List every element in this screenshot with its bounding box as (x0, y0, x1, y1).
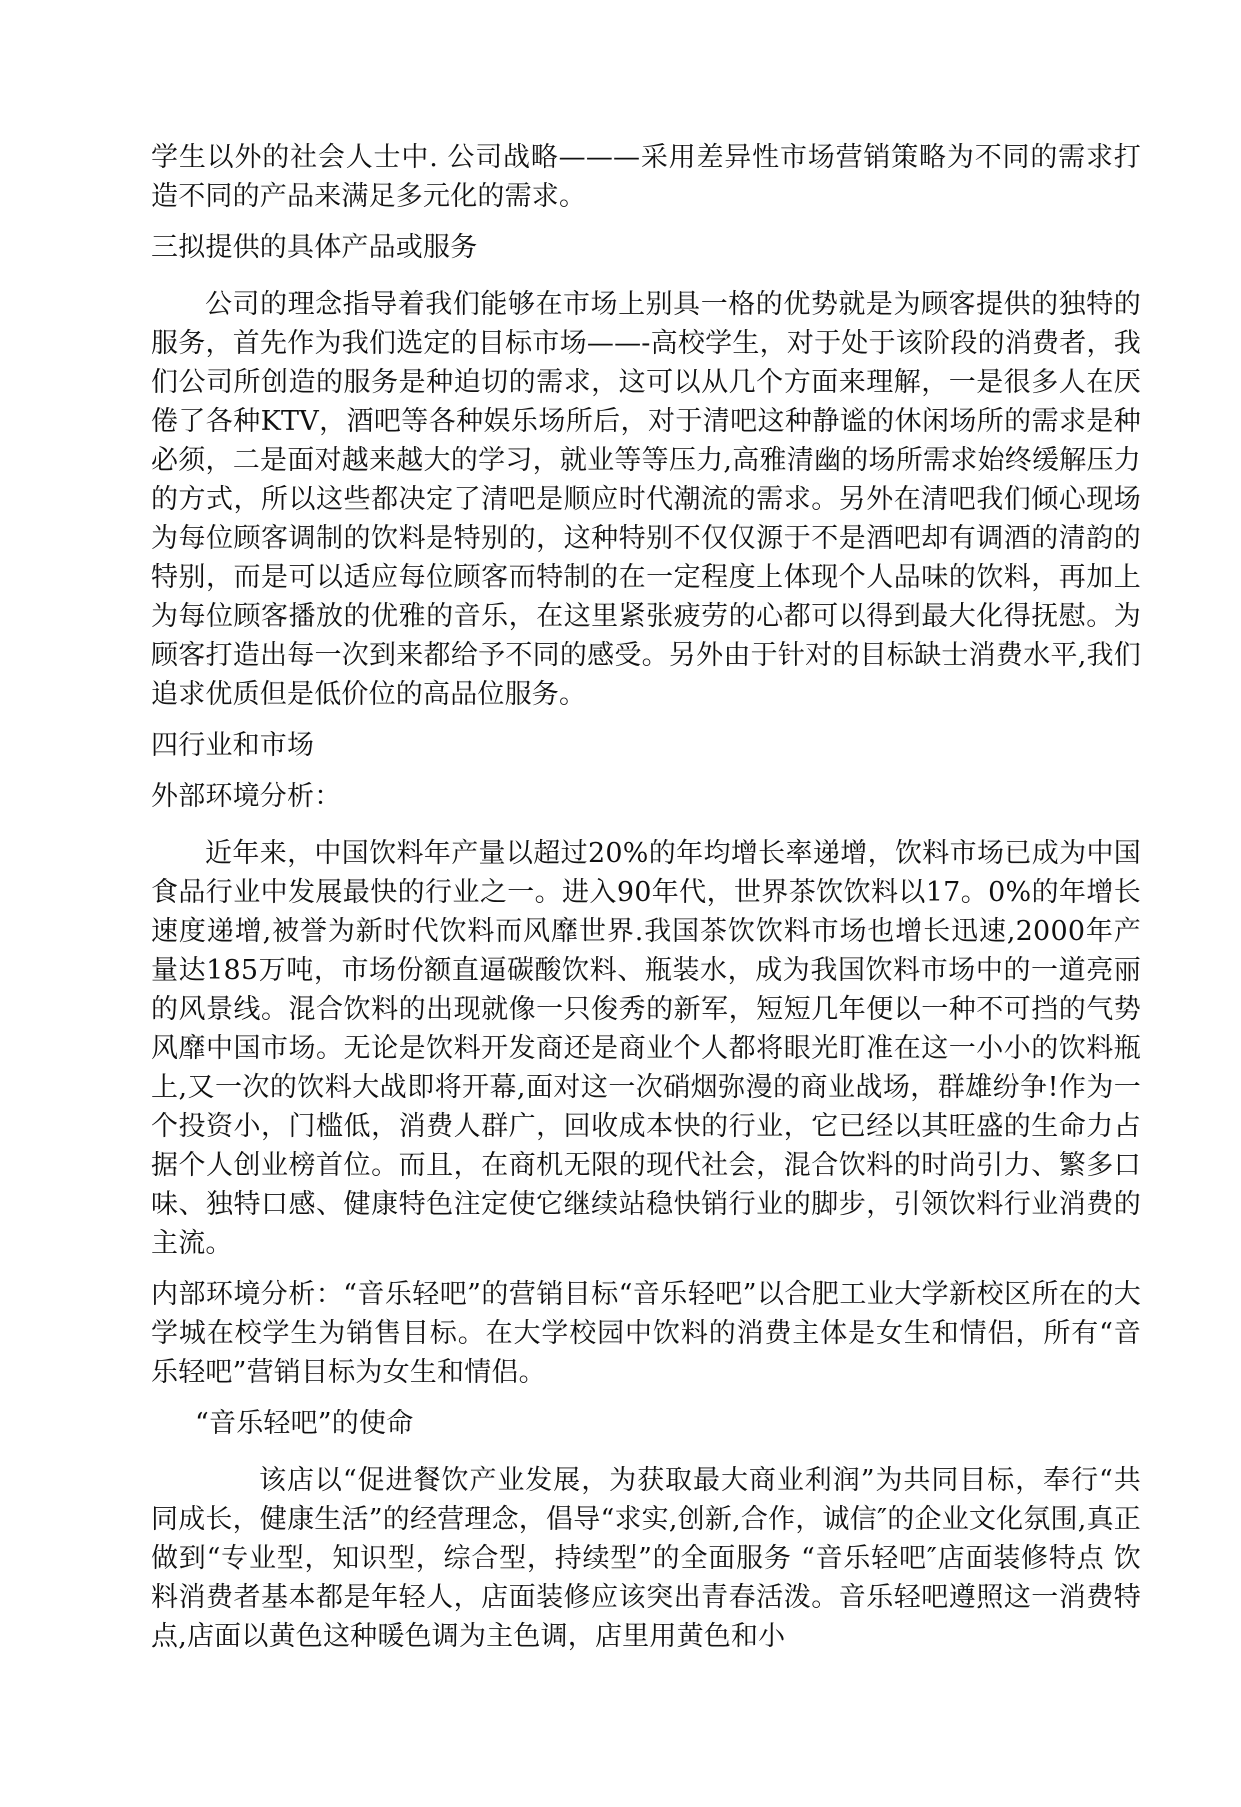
heading-products-services: 三拟提供的具体产品或服务 (151, 232, 478, 263)
document-page (151, 138, 1141, 1656)
paragraph-mission: 该店以“促进餐饮产业发展，为获取最大商业利润”为共同目标，奉行“共同成长，健康生活”的经营理念，倡导“求实,创新,合作，诚信″的企业文化氛围,真正做到“专业型，知识型，综合型，持续型”的全面服务 “音乐轻吧″店面装修特点 饮料消费者基本都是年轻人，店面装修应该突出青春活泼。音乐轻吧遵照这一消费特点,店面以黄色这种暖色调为主色调，店里用黄色和小 (151, 1465, 1141, 1652)
heading-mission: “音乐轻吧”的使命 (195, 1408, 414, 1439)
paragraph-external-analysis: 近年来，中国饮料年产量以超过20%的年均增长率递增，饮料市场已成为中国食品行业中发展最快的行业之一。进入90年代，世界茶饮饮料以17。0%的年增长速度递增,被誉为新时代饮料而风靡世界.我国茶饮饮料市场也增长迅速,2000年产量达185万吨，市场份额直逼碳酸饮料、瓶装水，成为我国饮料市场中的一道亮丽的风景线。混合饮料的出现就像一只俊秀的新军，短短几年便以一种不可挡的气势风靡中国市场。无论是饮料开发商还是商业个人都将眼光盯准在这一小小的饮料瓶上,又一次的饮料大战即将开幕,面对这一次硝烟弥漫的商业战场，群雄纷争!作为一个投资小，门槛低，消费人群广，回收成本快的行业，它已经以其旺盛的生命力占据个人创业榜首位。而且，在商机无限的现代社会，混合饮料的时尚引力、繁多口味、独特口感、健康特色注定使它继续站稳快销行业的脚步，引领饮料行业消费的主流。 (151, 838, 1141, 1259)
paragraph-products-services: 公司的理念指导着我们能够在市场上别具一格的优势就是为顾客提供的独特的服务，首先作为我们选定的目标市场——-高校学生，对于处于该阶段的消费者，我们公司所创造的服务是种迫切的需求，这可以从几个方面来理解，一是很多人在厌倦了各种KTV，酒吧等各种娱乐场所后，对于清吧这种静谧的休闲场所的需求是种必须，二是面对越来越大的学习，就业等等压力,高雅清幽的场所需求始终缓解压力的方式，所以这些都决定了清吧是顺应时代潮流的需求。另外在清吧我们倾心现场为每位顾客调制的饮料是特别的，这种特别不仅仅源于不是酒吧却有调酒的清韵的特别，而是可以适应每位顾客而特制的在一定程度上体现个人品味的饮料，再加上为每位顾客播放的优雅的音乐，在这里紧张疲劳的心都可以得到最大化得抚慰。为顾客打造出每一次到来都给予不同的感受。另外由于针对的目标缺士消费水平,我们追求优质但是低价位的高品位服务。 (151, 289, 1141, 710)
heading-external-analysis: 外部环境分析： (151, 781, 342, 812)
paragraph-strategy: 学生以外的社会人士中. 公司战略———采用差异性市场营销策略为不同的需求打造不同的产品来满足多元化的需求。 (151, 142, 1141, 212)
heading-industry-market: 四行业和市场 (151, 730, 315, 761)
paragraph-internal-analysis: 内部环境分析：“音乐轻吧”的营销目标“音乐轻吧”以合肥工业大学新校区所在的大学城在校学生为销售目标。在大学校园中饮料的消费主体是女生和情侣，所有“音乐轻吧”营销目标为女生和情侣。 (151, 1279, 1141, 1388)
